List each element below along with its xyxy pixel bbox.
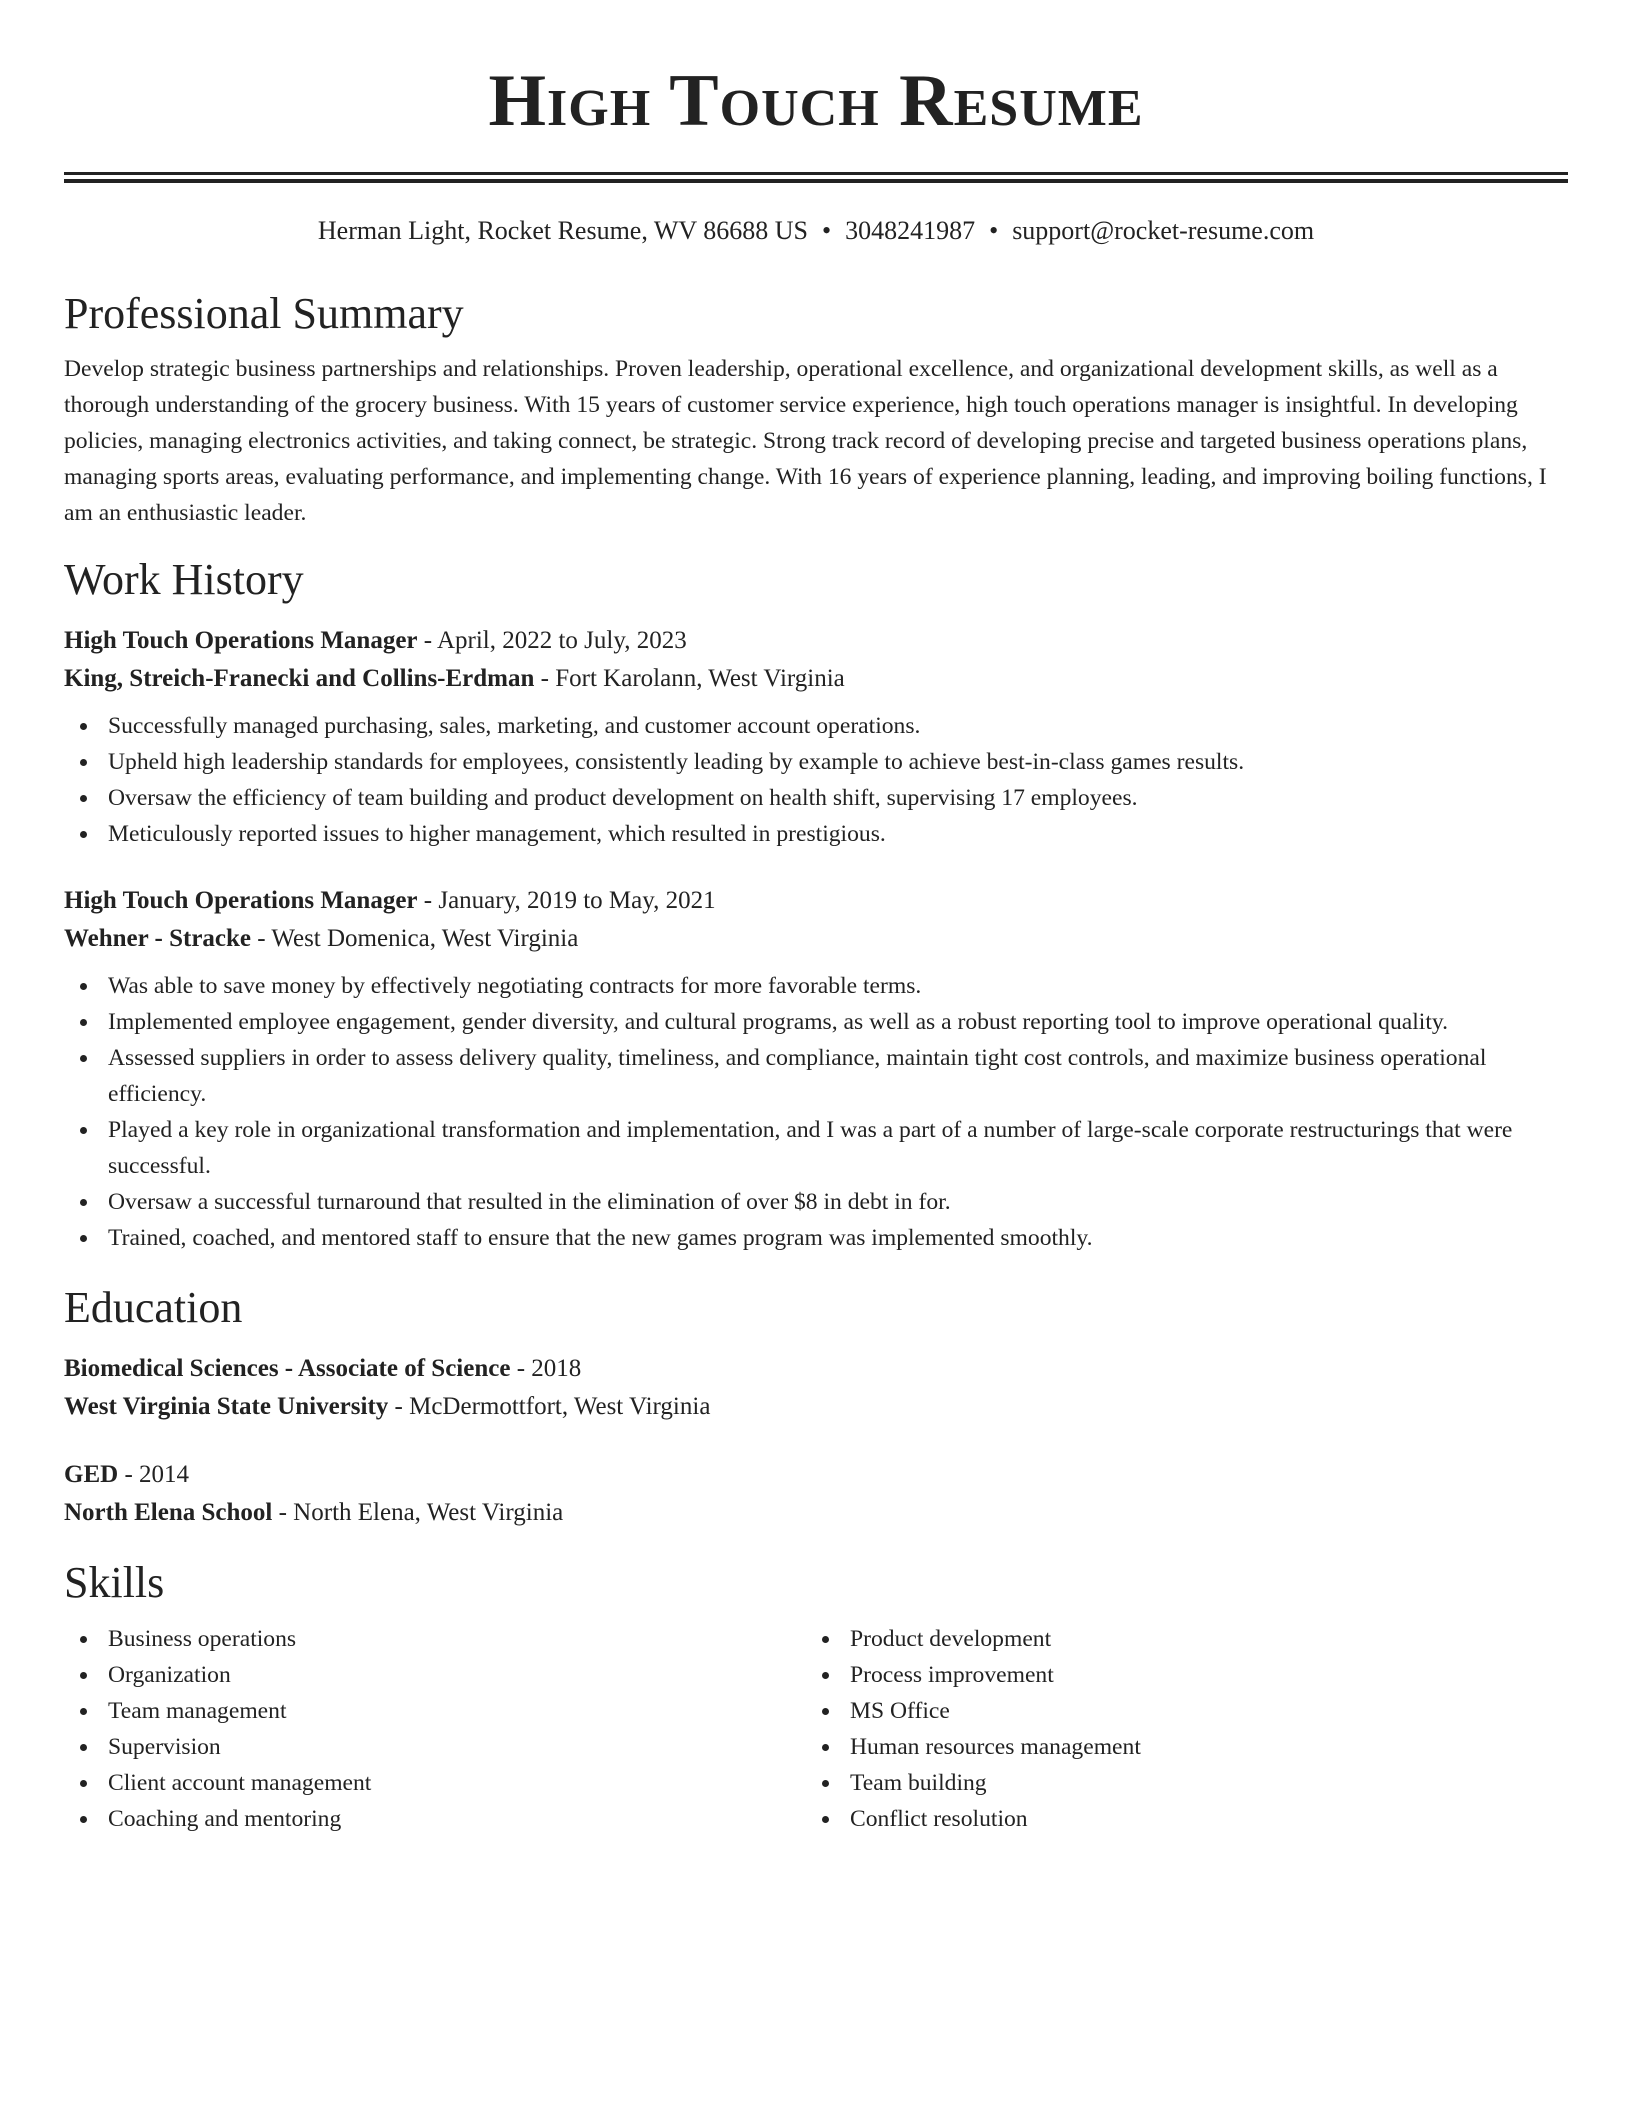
education-school-line: [64, 1388, 1568, 1426]
skills-columns: [64, 1621, 1568, 1837]
education-school: North Elena School: [64, 1499, 273, 1526]
skill-item: Coaching and mentoring: [64, 1801, 806, 1837]
job-dates: - January, 2019 to May, 2021: [417, 887, 716, 914]
job-bullet: Trained, coached, and mentored staff to ensure that the new games program was implemented smoothly.: [64, 1220, 1568, 1256]
education-entry: [64, 1456, 1568, 1532]
skill-item: Conflict resolution: [806, 1801, 1548, 1837]
education-year: - 2018: [510, 1355, 582, 1382]
title-divider: [64, 172, 1568, 183]
job-bullet: Oversaw the efficiency of team building and product development on health shift, supervising 17 employees.: [64, 780, 1568, 816]
contact-line: [64, 214, 1568, 248]
education-degree-line: [64, 1456, 1568, 1494]
job-bullet: Meticulously reported issues to higher management, which resulted in prestigious.: [64, 816, 1568, 852]
skills-right-column: [806, 1621, 1548, 1837]
summary-heading: Professional Summary: [64, 289, 464, 338]
job-location: - Fort Karolann, West Virginia: [534, 665, 845, 692]
skill-item: Business operations: [64, 1621, 806, 1657]
job-entry: [64, 622, 1568, 852]
contact-email: support@rocket-resume.com: [1012, 216, 1315, 245]
job-dates: - April, 2022 to July, 2023: [417, 627, 687, 654]
skill-item: Team management: [64, 1693, 806, 1729]
skill-item: MS Office: [806, 1693, 1548, 1729]
skill-item: Human resources management: [806, 1729, 1548, 1765]
job-bullet: Implemented employee engagement, gender diversity, and cultural programs, as well as a robust reporting tool to improve operational quality.: [64, 1004, 1568, 1040]
contact-separator: •: [821, 216, 832, 245]
skill-item: Supervision: [64, 1729, 806, 1765]
job-bullet: Was able to save money by effectively negotiating contracts for more favorable terms.: [64, 968, 1568, 1004]
job-bullet: Assessed suppliers in order to assess delivery quality, timeliness, and compliance, maintain tight cost controls, and maximize business operational efficiency.: [64, 1040, 1568, 1112]
education-degree-line: [64, 1350, 1568, 1388]
job-title-line: [64, 882, 1568, 920]
skills-heading: Skills: [64, 1558, 165, 1607]
skill-item: Product development: [806, 1621, 1548, 1657]
education-school-line: [64, 1494, 1568, 1532]
contact-phone: 3048241987: [845, 216, 976, 245]
job-bullets: [64, 968, 1568, 1256]
job-title-line: [64, 622, 1568, 660]
job-bullet: Oversaw a successful turnaround that resulted in the elimination of over $8 in debt in for.: [64, 1184, 1568, 1220]
job-company-line: [64, 920, 1568, 958]
skill-item: Process improvement: [806, 1657, 1548, 1693]
job-title: High Touch Operations Manager: [64, 887, 418, 914]
contact-separator: •: [989, 216, 999, 245]
job-company-line: [64, 660, 1568, 698]
education-school: West Virginia State University: [64, 1393, 389, 1420]
education-degree: GED: [64, 1461, 119, 1488]
resume-title: High Touch Resume: [488, 60, 1144, 142]
education-heading: Education: [64, 1283, 243, 1332]
job-bullet: Successfully managed purchasing, sales, marketing, and customer account operations.: [64, 708, 1568, 744]
education-location: - McDermottfort, West Virginia: [388, 1393, 711, 1420]
summary-text: Develop strategic business partnerships and relationships. Proven leadership, operational excellence, and organizational development skills, as well as a thorough understanding of the grocery business. With 15 years of customer service experience, high touch operations manager is insightful. In developing policies, managing electronics activities, and taking connect, be strategic. Strong track record of developing precise and targeted business operations plans, managing sports areas, evaluating performance, and implementing change. With 16 years of experience planning, leading, and improving boiling functions, I am an enthusiastic leader.: [64, 356, 1547, 526]
skill-item: Team building: [806, 1765, 1548, 1801]
education-entry: [64, 1350, 1568, 1426]
work-history-heading: Work History: [64, 555, 304, 604]
skill-item: Client account management: [64, 1765, 806, 1801]
job-bullets: [64, 708, 1568, 852]
education-degree: Biomedical Sciences - Associate of Science: [64, 1355, 511, 1382]
job-bullet: Played a key role in organizational transformation and implementation, and I was a part of a number of large-scale corporate restructurings that were successful.: [64, 1112, 1568, 1184]
job-entry: [64, 882, 1568, 1256]
education-year: - 2014: [118, 1461, 190, 1488]
contact-address: Herman Light, Rocket Resume, WV 86688 US: [317, 216, 808, 245]
job-location: - West Domenica, West Virginia: [251, 925, 579, 952]
job-company: Wehner - Stracke: [64, 925, 252, 952]
job-company: King, Streich-Franecki and Collins-Erdman: [64, 665, 535, 692]
education-location: - North Elena, West Virginia: [272, 1499, 564, 1526]
skill-item: Organization: [64, 1657, 806, 1693]
job-bullet: Upheld high leadership standards for employees, consistently leading by example to achieve best-in-class games results.: [64, 744, 1568, 780]
skills-left-column: [64, 1621, 806, 1837]
job-title: High Touch Operations Manager: [64, 627, 418, 654]
